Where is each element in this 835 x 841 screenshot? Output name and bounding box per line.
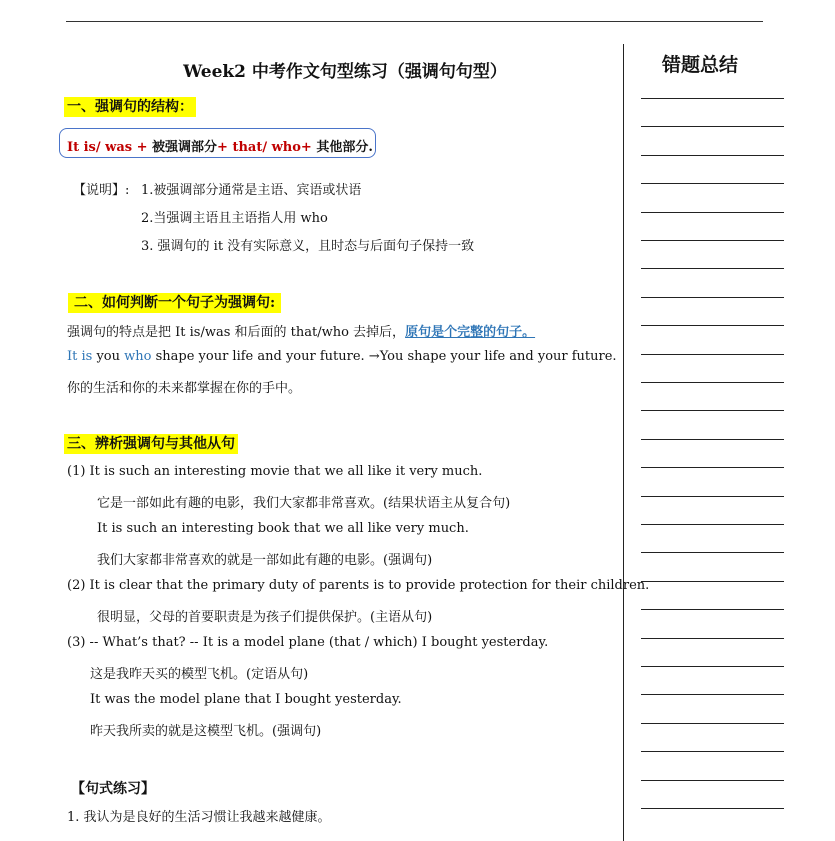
section3-line: 我们大家都非常喜欢的就是一部如此有趣的电影。(强调句) <box>97 553 433 568</box>
answer-line <box>641 155 784 156</box>
page-title: Week2 中考作文句型练习（强调句句型） <box>183 62 507 82</box>
section2-translation: 你的生活和你的未来都掌握在你的手中。 <box>67 381 302 396</box>
section3-line: (3) -- What’s that? -- It is a model plane (that / which) I bought yesterday. <box>67 635 549 650</box>
answer-line <box>641 723 784 724</box>
sidebar-title: 错题总结 <box>662 54 739 76</box>
answer-line <box>641 496 784 497</box>
section3-line: 这是我昨天买的模型飞机。(定语从句) <box>90 667 309 682</box>
section1-heading: 一、强调句的结构： <box>64 96 196 116</box>
answer-line <box>641 609 784 610</box>
answer-line <box>641 638 784 639</box>
answer-line <box>641 268 784 269</box>
answer-line <box>641 354 784 355</box>
section3-heading: 三、辨析强调句与其他从句 <box>64 433 238 453</box>
answer-line <box>641 751 784 752</box>
formula-part4: 其他部分. <box>311 140 373 155</box>
practice-heading: 【句式练习】 <box>71 781 155 797</box>
section3-line: It was the model plane that I bought yesterday. <box>90 692 402 707</box>
section2-line1: 强调句的特点是把 It is/was 和后面的 that/who 去掉后，原句是个完整的句子。 <box>67 325 536 340</box>
answer-line <box>641 183 784 184</box>
answer-line <box>641 467 784 468</box>
answer-line <box>641 524 784 525</box>
answer-line <box>641 325 784 326</box>
section3-line: (1) It is such an interesting movie that we all like it very much. <box>67 464 483 479</box>
section3-line: 它是一部如此有趣的电影，我们大家都非常喜欢。(结果状语主从复合句) <box>97 496 511 511</box>
answer-line <box>641 439 784 440</box>
section3-line: It is such an interesting book that we all like very much. <box>97 521 469 536</box>
note-label: 【说明】: <box>73 183 130 198</box>
section3-line: 很明显，父母的首要职责是为孩子们提供保护。(主语从句) <box>97 610 433 625</box>
answer-line <box>641 126 784 127</box>
section3-line: 昨天我所卖的就是这模型飞机。(强调句) <box>90 724 322 739</box>
answer-line <box>641 694 784 695</box>
formula-part3: + that/ who+ <box>217 140 312 155</box>
answer-line <box>641 98 784 99</box>
answer-line <box>641 240 784 241</box>
answer-line <box>641 581 784 582</box>
practice-item-1: 1. 我认为是良好的生活习惯让我越来越健康。 <box>67 810 331 825</box>
answer-line <box>641 382 784 383</box>
top-rule <box>66 21 763 22</box>
formula-part1: It is/ was + <box>67 140 148 155</box>
note-3: 3. 强调句的 it 没有实际意义，且时态与后面句子保持一致 <box>141 239 475 254</box>
answer-line <box>641 808 784 809</box>
answer-line <box>641 410 784 411</box>
section3-line: (2) It is clear that the primary duty of parents is to provide protection for their children. <box>67 578 650 593</box>
note-1: 1.被强调部分通常是主语、宾语或状语 <box>141 183 362 198</box>
answer-line <box>641 212 784 213</box>
formula-part2: 被强调部分 <box>147 140 218 155</box>
formula <box>67 136 373 155</box>
note-2: 2.当强调主语且主语指人用 who <box>141 211 328 226</box>
section2-heading: 二、如何判断一个句子为强调句: <box>68 292 281 312</box>
answer-line <box>641 666 784 667</box>
column-divider <box>623 44 624 841</box>
answer-line <box>641 552 784 553</box>
answer-line <box>641 780 784 781</box>
section2-example: It is you who shape your life and your future. →You shape your life and your future. <box>67 349 617 364</box>
complete-sentence-highlight: 原句是个完整的句子。 <box>405 325 536 340</box>
answer-line <box>641 297 784 298</box>
